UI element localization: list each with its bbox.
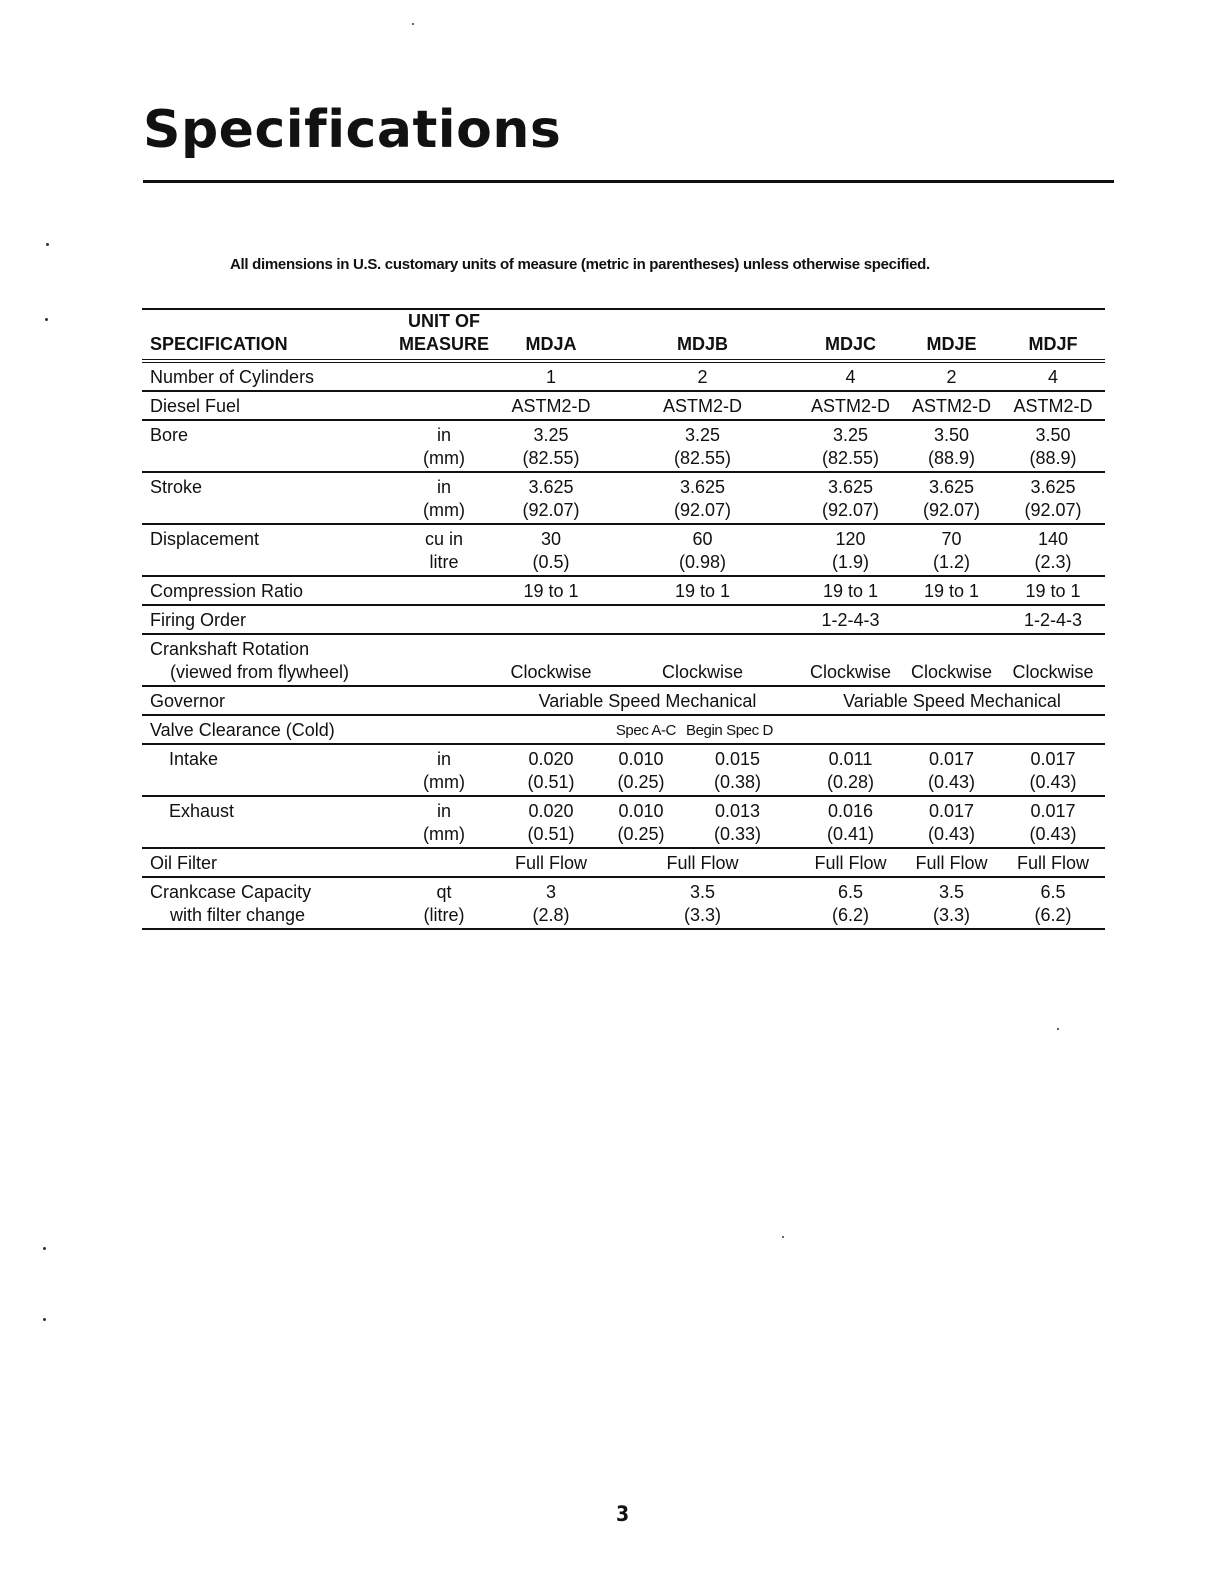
cell-mdjb: ASTM2-D xyxy=(663,396,743,416)
cell-mdjc: 19 to 1 xyxy=(822,581,879,601)
row-label: Bore xyxy=(150,425,189,445)
cell-mdjf: 1-2-4-3 xyxy=(1024,610,1083,630)
scan-speck xyxy=(782,1236,784,1238)
cell-mdje: 0.017 (0.43) xyxy=(928,801,976,844)
cell-mdjb-spec-d: 0.015 (0.38) xyxy=(713,749,762,792)
cell-mdjc: 0.016 (0.41) xyxy=(827,801,875,844)
row-crankshaft-rotation xyxy=(142,634,1105,686)
row-label: Crankcase Capacity with filter change xyxy=(150,882,312,925)
cell-mdje: 3.625 (92.07) xyxy=(922,477,981,520)
cell-mdjb: 3.625 (92.07) xyxy=(673,477,732,520)
cell-mdja: 3 (2.8) xyxy=(532,882,570,925)
cell-mdjb-spec-a-c: 0.010 (0.25) xyxy=(617,801,665,844)
row-label: Intake xyxy=(169,749,219,769)
cell-mdja: 1 xyxy=(545,367,556,387)
cell-mdjb: 2 xyxy=(697,367,708,387)
cell-mdja: Full Flow xyxy=(514,853,587,873)
header-mdja: MDJA xyxy=(496,309,606,361)
cell-unit: cu in litre xyxy=(424,529,464,572)
row-label: Compression Ratio xyxy=(150,581,304,601)
header-unit-line2: MEASURE xyxy=(398,334,489,354)
scan-speck xyxy=(412,23,414,25)
cell-mdjc: 3.25 (82.55) xyxy=(821,425,880,468)
cell-mdjb: 60 (0.98) xyxy=(678,529,727,572)
cell-mdja: 3.625 (92.07) xyxy=(522,477,580,520)
cell-mdje: Full Flow xyxy=(915,853,988,873)
table-header-row xyxy=(142,309,1105,361)
row-label: Governor xyxy=(150,691,226,711)
header-mdjf: MDJF xyxy=(1001,309,1105,361)
cell-mdjf: 4 xyxy=(1048,367,1059,387)
cell-mdjc: 6.5 (6.2) xyxy=(832,882,870,925)
cell-mdja: 3.25 (82.55) xyxy=(522,425,580,468)
row-displacement xyxy=(142,524,1105,576)
cell-unit: in (mm) xyxy=(423,749,465,792)
cell-mdje: Clockwise xyxy=(911,662,993,682)
header-unit-line1: UNIT OF xyxy=(408,311,480,331)
row-governor xyxy=(142,686,1105,715)
scan-speck xyxy=(1057,1028,1059,1030)
cell-mdjb-spec-a-c: 0.010 (0.25) xyxy=(617,749,665,792)
cell-mdjf: 3.50 (88.9) xyxy=(1029,425,1077,468)
row-crankcase-capacity xyxy=(142,877,1105,929)
header-mdjb: MDJB xyxy=(606,309,799,361)
cell-spec-a-c: Spec A-C xyxy=(615,722,676,739)
cell-mdjb: Clockwise xyxy=(661,662,744,682)
cell-unit: in (mm) xyxy=(423,425,465,468)
cell-mdjc: Clockwise xyxy=(810,662,892,682)
cell-mdje: 70 (1.2) xyxy=(933,529,971,572)
header-specification: SPECIFICATION xyxy=(142,309,392,361)
cell-mdja: 0.020 (0.51) xyxy=(527,801,575,844)
cell-mdje: ASTM2-D xyxy=(912,396,992,416)
cell-mdjc: 120 (1.9) xyxy=(832,529,870,572)
row-bore xyxy=(142,420,1105,472)
row-diesel-fuel xyxy=(142,391,1105,420)
cell-mdje: 3.50 (88.9) xyxy=(928,425,976,468)
cell-mdjc: 1-2-4-3 xyxy=(821,610,880,630)
scan-speck xyxy=(46,243,49,246)
row-stroke xyxy=(142,472,1105,524)
cell-mdje: 0.017 (0.43) xyxy=(928,749,976,792)
cell-unit: in (mm) xyxy=(423,801,465,844)
row-label: Stroke xyxy=(150,477,203,497)
cell-unit: in (mm) xyxy=(423,477,465,520)
title-rule xyxy=(143,180,1114,183)
row-label: Diesel Fuel xyxy=(150,396,241,416)
row-compression-ratio xyxy=(142,576,1105,605)
cell-mdjf: 0.017 (0.43) xyxy=(1029,801,1077,844)
cell-mdjf: 3.625 (92.07) xyxy=(1024,477,1082,520)
cell-mdjb: Full Flow xyxy=(666,853,739,873)
cell-mdjc: 3.625 (92.07) xyxy=(821,477,880,520)
cell-mdjf: Clockwise xyxy=(1012,662,1094,682)
cell-mdje: 2 xyxy=(946,367,957,387)
cell-mdja: 0.020 (0.51) xyxy=(527,749,575,792)
cell-mdjb-spec-d: 0.013 (0.33) xyxy=(713,801,762,844)
cell-governor-mdjc-mdjf: Variable Speed Mechanical xyxy=(843,691,1061,711)
cell-mdjc: 4 xyxy=(845,367,856,387)
row-cylinders xyxy=(142,361,1105,391)
row-intake xyxy=(142,744,1105,796)
cell-mdjf: 6.5 (6.2) xyxy=(1034,882,1072,925)
cell-mdje: 3.5 (3.3) xyxy=(933,882,971,925)
header-mdje: MDJE xyxy=(902,309,1001,361)
row-oil-filter xyxy=(142,848,1105,877)
row-label: Number of Cylinders xyxy=(150,367,315,387)
scan-speck xyxy=(43,1318,46,1321)
cell-mdjc: 0.011 (0.28) xyxy=(827,749,875,792)
scan-speck xyxy=(43,1247,46,1250)
specifications-table xyxy=(142,308,1105,930)
cell-mdjf: 140 (2.3) xyxy=(1034,529,1072,572)
header-mdjc: MDJC xyxy=(799,309,902,361)
cell-mdja: ASTM2-D xyxy=(511,396,591,416)
row-label: Displacement xyxy=(150,529,260,549)
cell-mdje: 19 to 1 xyxy=(923,581,980,601)
header-unit-of-measure xyxy=(392,309,496,361)
cell-mdjb: 3.5 (3.3) xyxy=(684,882,722,925)
row-label: Firing Order xyxy=(150,610,247,630)
cell-mdjb: 3.25 (82.55) xyxy=(673,425,732,468)
row-label: Crankshaft Rotation (viewed from flywheel) xyxy=(150,639,350,682)
cell-mdjf: 19 to 1 xyxy=(1025,581,1081,601)
page-title: Specifications xyxy=(143,100,562,160)
cell-mdja: 30 (0.5) xyxy=(532,529,570,572)
row-label: Valve Clearance (Cold) xyxy=(150,720,335,740)
units-note: All dimensions in U.S. customary units of measure (metric in parentheses) unless otherwise specified. xyxy=(230,256,930,273)
cell-mdja: Clockwise xyxy=(510,662,592,682)
cell-mdjb: 19 to 1 xyxy=(674,581,731,601)
row-exhaust xyxy=(142,796,1105,848)
cell-mdja: 19 to 1 xyxy=(523,581,579,601)
cell-mdjc: ASTM2-D xyxy=(811,396,891,416)
scan-speck xyxy=(45,318,48,321)
cell-mdjf: Full Flow xyxy=(1017,853,1090,873)
cell-begin-spec-d: Begin Spec D xyxy=(686,722,773,739)
cell-unit: qt (litre) xyxy=(423,882,465,925)
row-valve-clearance xyxy=(142,715,1105,744)
cell-mdjf: 0.017 (0.43) xyxy=(1029,749,1077,792)
row-firing-order xyxy=(142,605,1105,634)
row-label: Oil Filter xyxy=(150,853,217,873)
page-number: 3 xyxy=(616,1502,630,1526)
cell-mdjf: ASTM2-D xyxy=(1013,396,1093,416)
cell-governor-mdja-mdjb: Variable Speed Mechanical xyxy=(538,691,757,711)
row-label: Exhaust xyxy=(169,801,235,821)
cell-mdjc: Full Flow xyxy=(814,853,887,873)
